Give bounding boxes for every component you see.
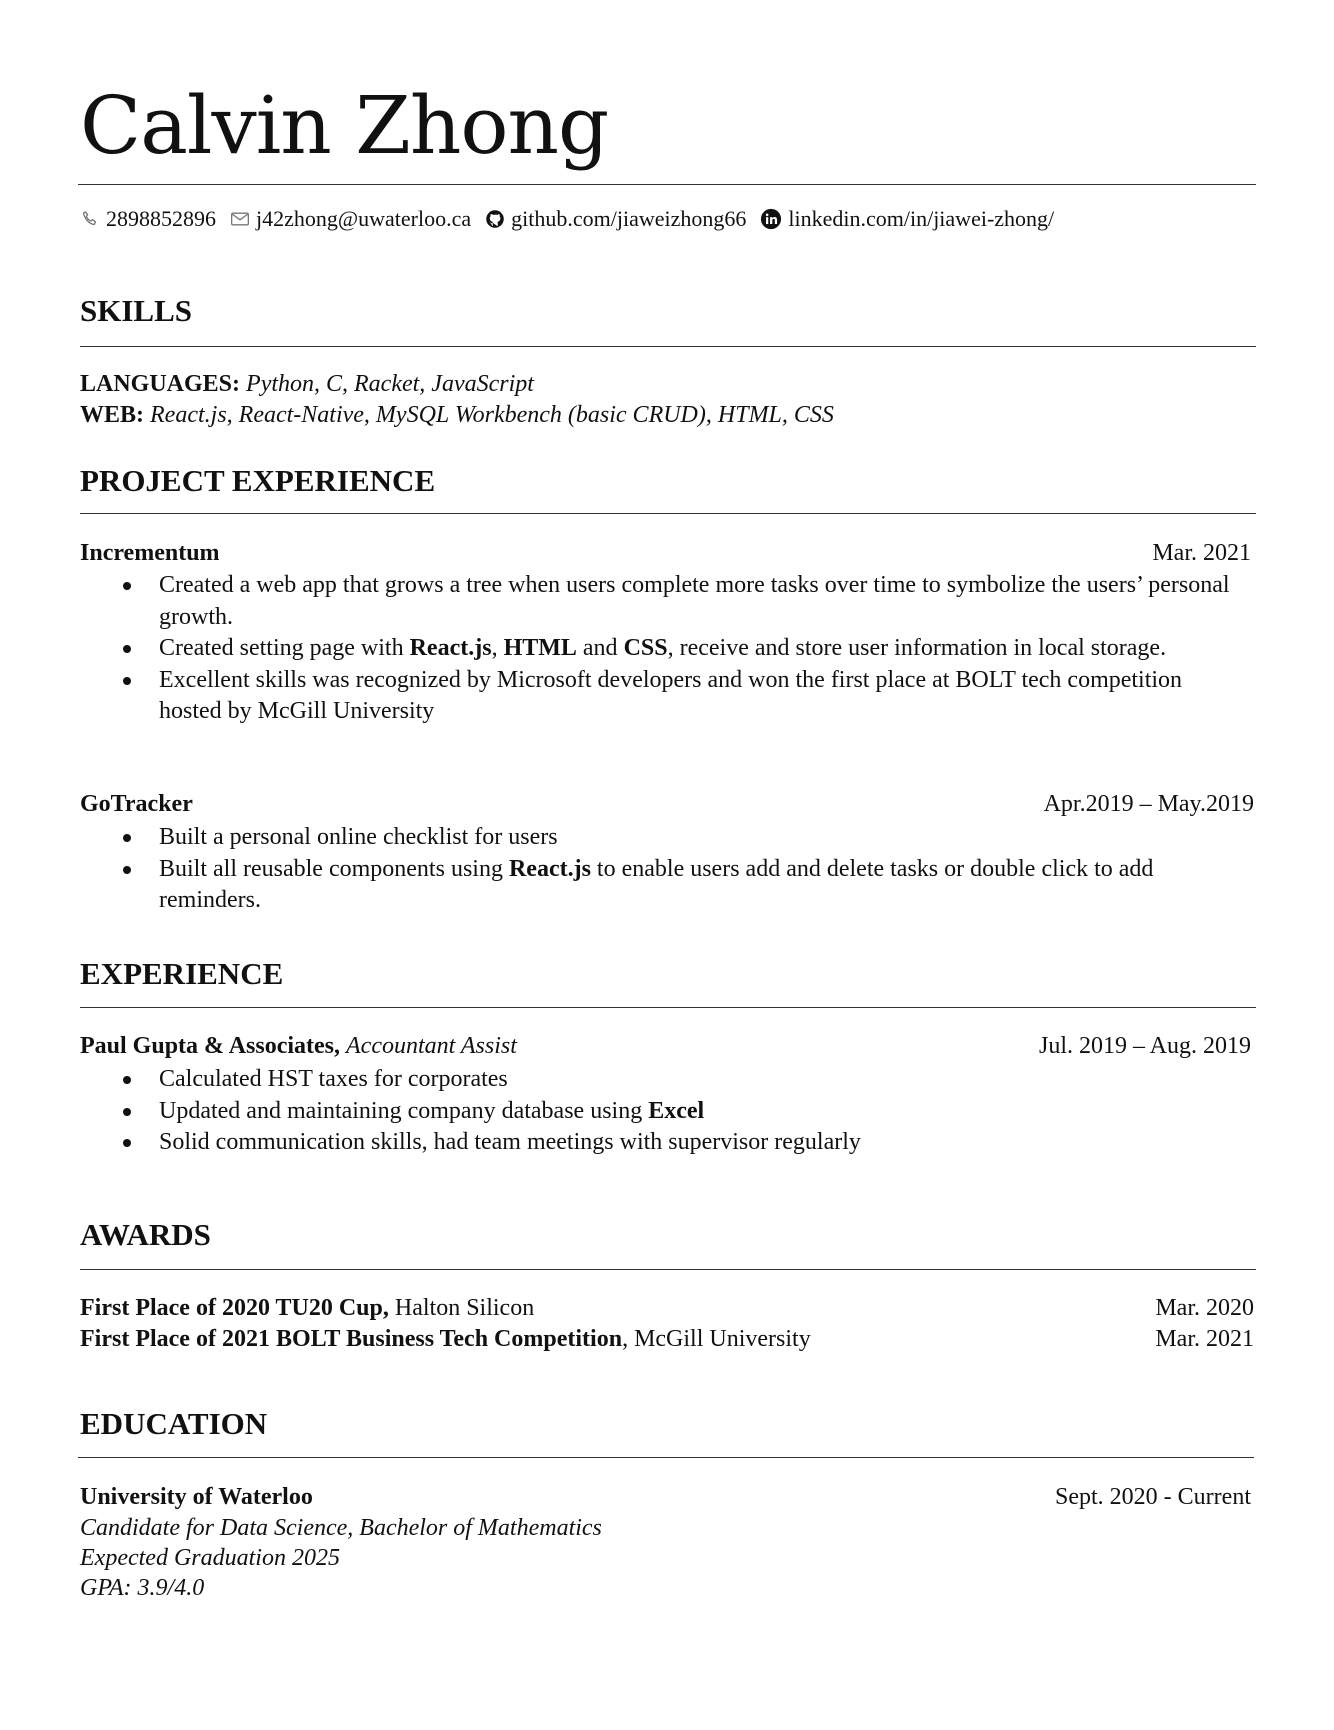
bullet-bold-text: HTML [503,635,577,661]
bullet-text: Built a personal online checklist for users [159,824,558,850]
bullet-item [80,1064,1250,1096]
education-heading: EDUCATION [80,1406,268,1441]
awards-heading: AWARDS [80,1217,211,1252]
bullet-bold-text: React.js [508,855,591,882]
github-icon [485,209,505,229]
bullet-item [80,665,1250,728]
job-bullets [80,1064,1250,1159]
project-title: GoTracker [80,791,193,817]
project-bullets [80,570,1250,728]
award-item [80,1324,811,1354]
bullet-item [80,570,1250,633]
projects-divider [80,513,1256,514]
school-name: University of Waterloo [80,1484,313,1510]
award-org: , McGill University [622,1326,811,1352]
award-org: Halton Silicon [388,1295,535,1321]
graduation-year: Expected Graduation 2025 [80,1545,340,1571]
skills-languages [80,369,534,399]
skills-heading: SKILLS [80,293,193,328]
bullet-bold-text: Excel [648,1097,705,1124]
bullet-item [80,1096,1250,1128]
experience-divider [80,1007,1256,1008]
bullet-bold-text: CSS [623,635,668,661]
bullet-item [80,1127,1250,1159]
awards-divider [80,1269,1256,1270]
skills-web [80,400,834,430]
contact-linkedin[interactable] [760,206,1054,232]
languages-value: Python, C, Racket, JavaScript [246,371,534,397]
bullet-text: Created setting page with [159,635,410,661]
bullet-text: Solid communication skills, had team meetings with supervisor regularly [159,1129,861,1155]
contact-email[interactable] [230,206,471,232]
bullet-text: and [576,635,624,661]
web-value: React.js, React-Native, MySQL Workbench (basic CRUD), HTML, CSS [150,402,834,428]
contact-github[interactable] [485,206,746,232]
job-role: Accountant Assist [346,1033,517,1059]
linkedin-text: linkedin.com/in/jiawei-zhong/ [788,206,1055,231]
phone-icon [80,209,100,229]
bullet-item [80,633,1250,665]
job-date: Jul. 2019 – Aug. 2019 [1038,1033,1251,1059]
award-title: First Place of 2021 BOLT Business Tech Competition [80,1326,623,1352]
award-item [80,1293,534,1323]
award-date: Mar. 2020 [1155,1295,1254,1321]
languages-label: LANGUAGES: [80,371,241,397]
job-company: Paul Gupta & Associates, [80,1033,341,1059]
award-title: First Place of 2020 TU20 Cup, [80,1295,389,1321]
education-divider [78,1457,1254,1458]
contact-bar [80,204,1054,234]
school-date: Sept. 2020 - Current [1055,1484,1251,1510]
contact-phone [80,206,216,232]
github-text: github.com/jiaweizhong66 [511,206,747,231]
award-date: Mar. 2021 [1155,1326,1254,1352]
experience-heading: EXPERIENCE [80,956,284,991]
project-date: Mar. 2021 [1152,540,1251,566]
gpa: GPA: 3.9/4.0 [80,1575,205,1601]
project-date: Apr.2019 – May.2019 [1043,791,1254,817]
linkedin-icon [760,208,782,230]
web-label: WEB: [80,402,145,428]
project-bullets [80,822,1250,917]
bullet-text: , [491,635,504,661]
mail-icon [230,211,250,227]
header-divider [78,184,1256,185]
projects-heading: PROJECT EXPERIENCE [80,463,436,498]
job-header [80,1031,517,1061]
bullet-item [80,822,1250,854]
bullet-text: Updated and maintaining company database using [159,1097,649,1124]
candidate-name: Calvin Zhong [80,79,609,172]
skills-divider [80,346,1256,347]
email-text: j42zhong@uwaterloo.ca [256,206,472,231]
phone-text: 2898852896 [106,206,216,231]
project-title: Incrementum [80,540,220,566]
bullet-text: Calculated HST taxes for corporates [159,1066,508,1092]
bullet-text: Created a web app that grows a tree when users complete more tasks over time to symbolize the users’ personal growth. [159,572,1230,630]
bullet-item [80,854,1250,917]
bullet-bold-text: React.js [409,635,492,661]
bullet-text: Excellent skills was recognized by Microsoft developers and won the first place at BOLT tech competition hosted by McGill University [159,666,1183,724]
bullet-text: to enable users add and delete tasks or double click to add reminders. [159,855,1154,913]
degree-program: Candidate for Data Science, Bachelor of Mathematics [80,1515,602,1541]
bullet-text: , receive and store user information in local storage. [667,635,1167,661]
bullet-text: Built all reusable components using [159,855,509,882]
